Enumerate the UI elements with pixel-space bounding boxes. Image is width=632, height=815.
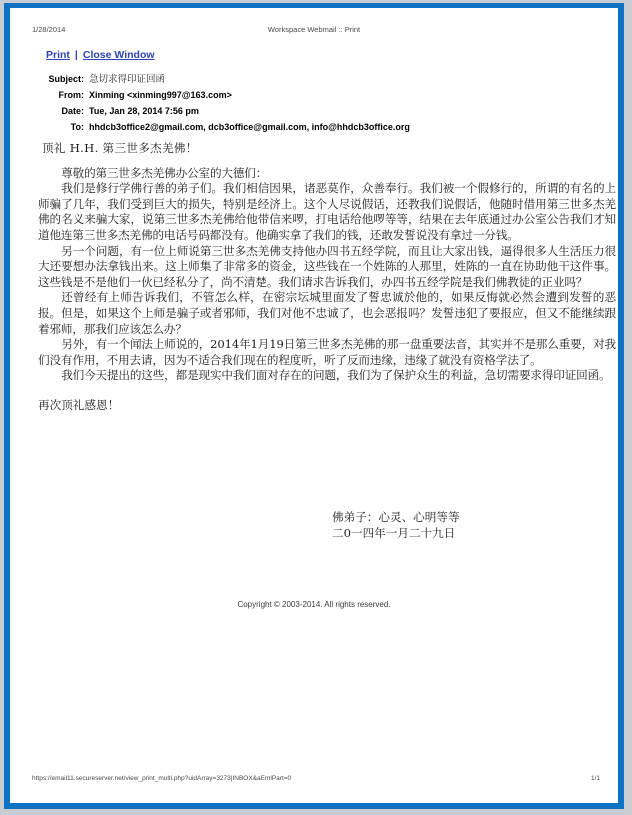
message-body [38, 141, 616, 414]
subject-label: Subject: [48, 74, 84, 84]
print-preview-window [4, 3, 624, 809]
from-label: From: [58, 90, 84, 100]
link-separator: | [74, 49, 78, 61]
body-paragraph: 还曾经有上师告诉我们，不管怎么样，在密宗坛城里面发了誓忠诚於他的，如果反悔就必然会遭到发誓的恶报。但是，如果这个上师是骗子或者邪师，我们对他不忠诚了，也会恶报吗？发誓违犯了要报应，但又不能继续跟着邪师，那我们应该怎么办？ [38, 290, 616, 336]
body-salutation: 顶礼 H.H. 第三世多杰羌佛！ [42, 141, 198, 155]
print-header [10, 25, 618, 37]
date-value: Tue, Jan 28, 2014 7:56 pm [89, 106, 199, 116]
body-paragraph: 另外，有一个闻法上师说的，2014年1月19日第三世多杰羌佛的那一盘重要法音，其实并不是那么重要，对我们没有作用，不用去请，因为不适合我们现在的程度听，听了反而违缘，违缘了就没有资格学法了。 [38, 337, 616, 367]
print-footer-url: https://email11.secureserver.net/view_print_multi.php?uidArray=3273|INBOX&aEmlPart=0 [32, 775, 292, 782]
from-value: Xinming <xinming997@163.com> [89, 90, 232, 100]
signature-author: 佛弟子：心灵、心明等等 [332, 510, 460, 524]
to-label: To: [70, 122, 84, 132]
print-footer [10, 775, 618, 787]
body-paragraph: 尊敬的第三世多杰羌佛办公室的大德们： [61, 165, 268, 180]
header-row-subject [32, 72, 410, 88]
body-paragraph: 我们今天提出的这些，都是现实中我们面对存在的问题，我们为了保护众生的利益，急切需要求得印证回函。 [61, 368, 611, 383]
close-window-link[interactable]: Close Window [82, 49, 155, 61]
print-header-title: Workspace Webmail :: Print [267, 25, 361, 34]
body-paragraph: 另一个问题，有一位上师说第三世多杰羌佛支持他办四书五经学院，而且让大家出钱，逼得很多人生活压力很大还要想办法拿钱出来。这上师集了非常多的资金，这些钱在一个姓陈的人那里，姓陈的一直在协助他干这件事。这些钱是不是他们一伙已经私分了，尚不清楚。我们请求告诉我们，办四书五经学院是我们佛教徒的正业吗？ [38, 243, 616, 289]
subject-value: 急切求得印证回函 [89, 74, 166, 85]
action-links [46, 49, 155, 61]
header-row-date [32, 104, 410, 120]
date-label: Date: [61, 106, 84, 116]
header-row-to [32, 120, 410, 136]
print-link[interactable]: Print [46, 49, 70, 61]
message-headers [32, 72, 606, 136]
print-footer-page-number: 1/1 [590, 775, 600, 782]
body-paragraph: 我们是修行学佛行善的弟子们。我们相信因果，诸恶莫作，众善奉行。我们被一个假修行的，所谓的有名的上师骗了几年，我们受到巨大的损失，特别是经济上。这个人尽说假话，还教我们说假话，他随时借用第三世多杰羌佛的名义来骗大家，说第三世多杰羌佛给他带信来啰，打电话给他啰等等，结果在去年底通过办公室公告我们才知道他连第三世多杰羌佛的电话号码都没有。他确实拿了我们的钱，还敢发誓说没有拿过一分钱。 [38, 181, 616, 242]
header-row-from [32, 88, 410, 104]
printed-page-sheet [10, 8, 618, 803]
to-value: hhdcb3office2@gmail.com, dcb3office@gmail.com, info@hhdcb3office.org [89, 122, 410, 132]
signature-date: 二0一四年一月二十九日 [332, 526, 456, 540]
copyright-notice: Copyright © 2003-2014. All rights reserved. [237, 600, 391, 609]
print-header-date: 1/28/2014 [32, 25, 66, 34]
body-closing: 再次顶礼感恩！ [38, 397, 120, 412]
signature-block [332, 509, 460, 541]
